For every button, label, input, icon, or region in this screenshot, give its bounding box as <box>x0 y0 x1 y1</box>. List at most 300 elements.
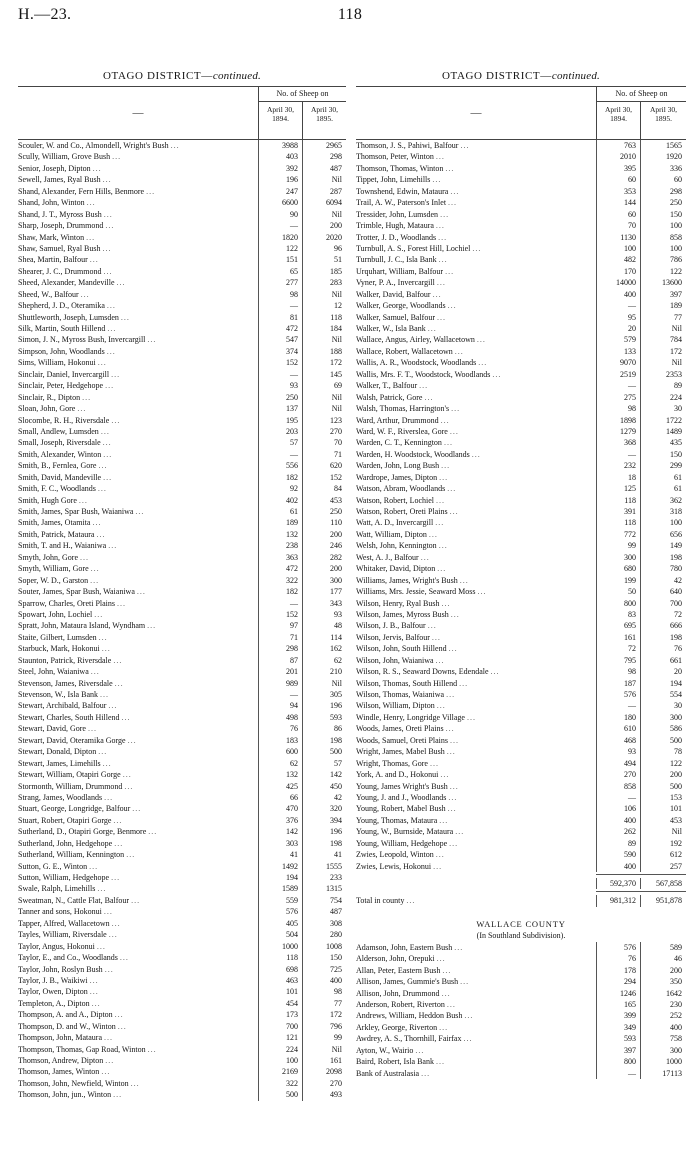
table-row <box>18 380 346 391</box>
sheep-1894: 92 <box>258 483 302 494</box>
owner-name: Stewart, William, Otapiri Gorge ... <box>18 770 132 780</box>
sheep-1895: 196 <box>302 700 346 711</box>
owner-name: Sheed, W., Balfour ... <box>18 289 90 299</box>
sheep-1894: 576 <box>596 942 640 953</box>
table-row <box>356 460 686 471</box>
table-row <box>356 277 686 288</box>
table-row <box>356 655 686 666</box>
table-row <box>18 655 346 666</box>
sheep-1895: 270 <box>302 426 346 437</box>
table-row <box>18 895 346 906</box>
owner-name: Awdrey, A. S., Thornhill, Fairfax ... <box>356 1034 473 1044</box>
owner-name: Shuttleworth, Joseph, Lumsden ... <box>18 312 130 322</box>
sheep-1894: 121 <box>258 1032 302 1043</box>
sheep-1895: 343 <box>302 598 346 609</box>
owner-name: Stewart, David, Oteramika Gorge ... <box>18 735 137 745</box>
sheep-1894: 400 <box>596 289 640 300</box>
table-row <box>356 380 686 391</box>
table-row <box>356 598 686 609</box>
sheep-1894: 2169 <box>258 1066 302 1077</box>
table-row <box>18 746 346 757</box>
sheep-1894: 152 <box>258 357 302 368</box>
sheep-1894: — <box>258 689 302 700</box>
sheep-1894: 303 <box>258 838 302 849</box>
sheep-1894: 99 <box>596 540 640 551</box>
table-row <box>356 1068 686 1079</box>
owner-name: Young, J. and J., Woodlands ... <box>356 792 458 802</box>
sheep-1895: 93 <box>302 609 346 620</box>
sheep-1895: 754 <box>302 895 346 906</box>
owner-name: Wilson, Henry, Ryal Bush ... <box>356 598 451 608</box>
table-row <box>18 609 346 620</box>
sheep-1895: 72 <box>640 609 686 620</box>
owner-name: Sinclair, Peter, Hedgehope ... <box>18 381 115 391</box>
table-row <box>18 598 346 609</box>
owner-name: Thomson, John, jun., Winton ... <box>18 1090 123 1100</box>
sheep-count-header: No. of Sheep on <box>258 87 346 102</box>
sheep-1895: 554 <box>640 689 686 700</box>
owner-name: Shand, John, Winton ... <box>18 198 96 208</box>
sheep-1894: 250 <box>258 392 302 403</box>
owner-name: Shand, J. T., Myross Bush ... <box>18 209 113 219</box>
owner-name: Wilson, R. S., Seaward Downs, Edendale ... <box>356 667 500 677</box>
sheep-1895: 122 <box>640 266 686 277</box>
sheep-1895: 589 <box>640 942 686 953</box>
sheep-1895: 1920 <box>640 151 686 162</box>
owner-name: Warden, C. T., Kennington ... <box>356 438 453 448</box>
sheep-1894: — <box>258 598 302 609</box>
table-row <box>18 426 346 437</box>
sheep-1894: 322 <box>258 1078 302 1089</box>
sheep-1894: — <box>258 369 302 380</box>
sheep-1894: 1279 <box>596 426 640 437</box>
table-row <box>356 999 686 1010</box>
sheep-1895: 1722 <box>640 415 686 426</box>
table-row <box>18 449 346 460</box>
owner-name: Wilson, James, Myross Bush ... <box>356 609 460 619</box>
owner-name: Wallace, Robert, Wallacetown ... <box>356 346 464 356</box>
owner-name: Small, Andlew, Lumsden ... <box>18 426 110 436</box>
sheep-1894: 106 <box>596 803 640 814</box>
owner-name: Thompson, Thomas, Gap Road, Winton ... <box>18 1044 157 1054</box>
owner-name: Templeton, A., Dipton ... <box>18 998 101 1008</box>
owner-name: Williams, James, Wright's Bush ... <box>356 575 469 585</box>
sheep-1894: 468 <box>596 735 640 746</box>
owner-name: Walsh, Thomas, Harrington's ... <box>356 404 461 414</box>
table-header <box>356 86 686 140</box>
table-row <box>18 758 346 769</box>
sheep-1895: 233 <box>302 872 346 883</box>
sheep-1894: 498 <box>258 712 302 723</box>
sheep-1894: 700 <box>258 1021 302 1032</box>
sheep-1894: 118 <box>596 517 640 528</box>
sheep-1894: 178 <box>596 965 640 976</box>
left-column <box>18 70 346 1101</box>
table-row <box>18 163 346 174</box>
table-row <box>18 723 346 734</box>
table-row <box>18 140 346 151</box>
sheep-1895: 172 <box>640 346 686 357</box>
owner-name: Sinclair, R., Dipton ... <box>18 392 92 402</box>
sheep-1894: 592,370 <box>596 878 640 889</box>
table-row <box>356 826 686 837</box>
owner-name: Tressider, John, Lumsden ... <box>356 209 450 219</box>
column-1894-header: April 30, 1894. <box>258 102 302 139</box>
table-row <box>18 495 346 506</box>
sheep-1895: 198 <box>640 552 686 563</box>
owner-name: Silk, Martin, South Hillend ... <box>18 324 117 333</box>
sheep-1895: 100 <box>640 517 686 528</box>
sheep-1894: 391 <box>596 506 640 517</box>
table-row <box>356 689 686 700</box>
sheep-1894: 400 <box>596 861 640 872</box>
rule-line <box>356 872 686 878</box>
table-row <box>356 965 686 976</box>
owner-name: Sims, William, Hokonui ... <box>18 358 107 368</box>
owner-name: Stuart, Robert, Otapiri Gorge ... <box>18 815 123 825</box>
table-row <box>356 769 686 780</box>
table-row <box>356 357 686 368</box>
sheep-1895: 298 <box>640 186 686 197</box>
sheep-1894: — <box>596 1068 640 1079</box>
table-row <box>18 849 346 860</box>
sheep-1895: 320 <box>302 803 346 814</box>
owner-name: Thomson, Peter, Winton ... <box>356 152 445 162</box>
table-row <box>356 243 686 254</box>
sheep-1894: 763 <box>596 140 640 151</box>
owner-name: Sheed, Alexander, Mandeville ... <box>18 278 126 288</box>
owner-name: Spratt, John, Mataura Island, Wyndham ... <box>18 621 157 631</box>
sheep-1894: 89 <box>596 838 640 849</box>
sheep-1894: 93 <box>596 746 640 757</box>
sheep-1895: 666 <box>640 620 686 631</box>
owner-name: Scouler, W. and Co., Almondell, Wright's Bush ... <box>18 141 180 150</box>
owner-name: York, A. and D., Hokonui ... <box>356 770 450 780</box>
owner-name: Woods, James, Oreti Plains ... <box>356 724 455 734</box>
sheep-1895: 500 <box>640 781 686 792</box>
owner-name: Wilson, J. B., Balfour ... <box>356 621 437 631</box>
table-row <box>18 1066 346 1077</box>
owner-name: Walker, David, Balfour ... <box>356 289 442 299</box>
table-row <box>18 460 346 471</box>
sheep-1895: 42 <box>302 792 346 803</box>
table-row <box>18 792 346 803</box>
owner-name: Shand, Alexander, Fern Hills, Benmore ... <box>18 186 156 196</box>
table-row <box>18 563 346 574</box>
sheep-1895: 435 <box>640 437 686 448</box>
table-row <box>18 838 346 849</box>
sheep-1895: 12 <box>302 300 346 311</box>
sheep-1894: 800 <box>596 598 640 609</box>
owner-name: Thompson, D. and W., Winton ... <box>18 1021 127 1031</box>
owner-name: Wright, Thomas, Gore ... <box>356 758 439 768</box>
sheep-1895: 250 <box>640 197 686 208</box>
sheep-1895: 123 <box>302 415 346 426</box>
table-row <box>18 1089 346 1100</box>
table-row <box>18 826 346 837</box>
name-column-header: — <box>132 107 144 119</box>
sheep-1894: 183 <box>258 735 302 746</box>
sheep-1894: 395 <box>596 163 640 174</box>
sheep-1895: 210 <box>302 666 346 677</box>
sheep-1895: 298 <box>302 151 346 162</box>
page-header <box>18 6 682 26</box>
owner-name: Thomson, Andrew, Dipton ... <box>18 1056 115 1065</box>
owner-name: Smyth, William, Gore ... <box>18 564 100 574</box>
sheep-1894: 161 <box>596 632 640 643</box>
owner-name: Woods, Samuel, Oreti Plains ... <box>356 735 460 745</box>
page-number: 118 <box>337 6 363 23</box>
sheep-1894: 118 <box>258 952 302 963</box>
sheep-1894: 95 <box>596 312 640 323</box>
owner-name: Sweatman, N., Cattle Flat, Balfour ... <box>18 895 141 905</box>
table-row <box>18 552 346 563</box>
sheep-1894: 194 <box>258 872 302 883</box>
sheep-1895: 77 <box>302 998 346 1009</box>
table-row <box>18 369 346 380</box>
sheep-1894: 152 <box>258 609 302 620</box>
sheep-1894: 71 <box>258 632 302 643</box>
sheep-1894: 294 <box>596 976 640 987</box>
owner-name: Thompson, A. and A., Dipton ... <box>18 1010 124 1020</box>
owner-name: Welsh, John, Kennington ... <box>356 541 448 551</box>
owner-name: Baird, Robert, Isla Bank ... <box>356 1057 445 1067</box>
sheep-1894: 98 <box>596 403 640 414</box>
sheep-1894: 322 <box>258 575 302 586</box>
table-row <box>18 643 346 654</box>
district-heading: OTAGO DISTRICT—continued. <box>102 70 261 82</box>
sheep-1895: 30 <box>640 403 686 414</box>
sheep-1894: 18 <box>596 472 640 483</box>
sheep-1894: 1589 <box>258 883 302 894</box>
sheep-1894: 482 <box>596 254 640 265</box>
sheep-1895: 200 <box>302 220 346 231</box>
owner-name: Thomson, J. S., Pahiwi, Balfour ... <box>356 141 470 150</box>
table-row <box>18 883 346 894</box>
owner-name: Watson, Abram, Woodlands ... <box>356 484 457 494</box>
owner-name: Soper, W. D., Garston ... <box>18 575 100 585</box>
sheep-1895: 287 <box>302 186 346 197</box>
sheep-1894: 203 <box>258 426 302 437</box>
table-row <box>18 266 346 277</box>
table-row <box>356 392 686 403</box>
owner-name: Steel, John, Waianiwa ... <box>18 667 100 677</box>
sheep-1895: 42 <box>640 575 686 586</box>
sheep-1895: 282 <box>302 552 346 563</box>
table-row <box>356 746 686 757</box>
sheep-1894: 57 <box>258 437 302 448</box>
owner-name: Smyth, John, Gore ... <box>18 552 89 562</box>
sheep-1895: 142 <box>302 769 346 780</box>
sheep-1895: 780 <box>640 563 686 574</box>
sheep-1894: 90 <box>258 209 302 220</box>
sheep-1895: 198 <box>302 838 346 849</box>
owner-name: Vyner, P. A., Invercargill ... <box>356 278 446 288</box>
owner-name: Thompson, John, Mataura ... <box>18 1033 113 1043</box>
sheep-1894: 201 <box>258 666 302 677</box>
sheep-1895: 51 <box>302 254 346 265</box>
owner-name: Zwies, Lewis, Hokonui ... <box>356 861 443 871</box>
sheep-1894: 6600 <box>258 197 302 208</box>
table-row <box>356 254 686 265</box>
sheep-1894: 93 <box>258 380 302 391</box>
sheep-1894: 300 <box>596 552 640 563</box>
owner-name: Smith, David, Mandeville ... <box>18 472 113 482</box>
table-row <box>18 929 346 940</box>
table-row <box>356 678 686 689</box>
owner-name: Souter, James, Spar Bush, Waianiwa ... <box>18 587 146 597</box>
sheep-1895: 758 <box>640 1033 686 1044</box>
sheep-1894: 173 <box>258 1009 302 1020</box>
table-row <box>356 312 686 323</box>
sheep-1895: 192 <box>640 838 686 849</box>
sheep-1894: 262 <box>596 826 640 837</box>
sheep-1895: 2098 <box>302 1066 346 1077</box>
table-row <box>18 540 346 551</box>
sheep-1894: 579 <box>596 334 640 345</box>
sheep-1894: 151 <box>258 254 302 265</box>
county-subheading: (In Southland Subdivision). <box>476 931 566 941</box>
sheep-1895: 250 <box>302 506 346 517</box>
table-header <box>18 86 346 140</box>
sheep-table-body <box>356 140 686 1079</box>
owner-name: Spowart, John, Lochiel ... <box>18 609 104 619</box>
owner-name: Walker, Samuel, Balfour ... <box>356 312 447 322</box>
sheep-1894: 132 <box>258 769 302 780</box>
table-row <box>18 323 346 334</box>
sheep-1894: 180 <box>596 712 640 723</box>
owner-name: Walsh, Patrick, Gore ... <box>356 392 434 402</box>
sheep-1895: 185 <box>302 266 346 277</box>
sheep-1895: 122 <box>640 758 686 769</box>
sheep-1895: 118 <box>302 312 346 323</box>
owner-name: Warden, H. Woodstock, Woodlands ... <box>356 449 481 459</box>
sheep-1895: 57 <box>302 758 346 769</box>
sheep-1895: 145 <box>302 369 346 380</box>
owner-name: Taylor, J. B., Waikiwi ... <box>18 975 99 985</box>
sheep-1894: — <box>258 300 302 311</box>
sheep-1894: — <box>596 300 640 311</box>
table-row <box>356 289 686 300</box>
sheep-1894: 98 <box>258 289 302 300</box>
sheep-1895: 114 <box>302 632 346 643</box>
owner-name: Sutherland, D., Otapiri Gorge, Benmore ... <box>18 827 158 837</box>
sheep-1895: 796 <box>302 1021 346 1032</box>
sheep-1894: — <box>596 792 640 803</box>
sheep-1895: 61 <box>640 483 686 494</box>
sheep-1894: 403 <box>258 151 302 162</box>
owner-name: Smith, B., Fernlea, Gore ... <box>18 461 108 471</box>
sheep-1894: 576 <box>596 689 640 700</box>
owner-name: Walker, T., Balfour ... <box>356 381 429 391</box>
owner-name: Anderson, Robert, Riverton ... <box>356 999 456 1009</box>
sheep-1894: 81 <box>258 312 302 323</box>
sheep-1895: Nil <box>640 826 686 837</box>
sheep-1895: 200 <box>302 529 346 540</box>
table-row <box>356 209 686 220</box>
table-row <box>18 254 346 265</box>
table-row <box>18 220 346 231</box>
owner-name: Wright, James, Mabel Bush ... <box>356 747 456 757</box>
sheep-1894: 65 <box>258 266 302 277</box>
table-row <box>18 277 346 288</box>
sheep-1895: 224 <box>640 392 686 403</box>
sheep-1895: 100 <box>640 243 686 254</box>
sheep-1895: 453 <box>640 815 686 826</box>
table-row <box>18 986 346 997</box>
sheep-1895: 640 <box>640 586 686 597</box>
table-row <box>356 1056 686 1067</box>
sheep-1895: 1000 <box>640 1056 686 1067</box>
sheep-1895: 1008 <box>302 941 346 952</box>
sheep-1895: 593 <box>302 712 346 723</box>
table-row <box>18 769 346 780</box>
sheep-1895: 101 <box>640 803 686 814</box>
table-row <box>356 437 686 448</box>
sheep-1895: 230 <box>640 999 686 1010</box>
sheep-1894: 1898 <box>596 415 640 426</box>
owner-name: Sloan, John, Gore ... <box>18 404 87 414</box>
sheep-1894: — <box>596 449 640 460</box>
owner-name: Townshend, Edwin, Mataura ... <box>356 186 460 196</box>
owner-name: Sharp, Joseph, Drummond ... <box>18 221 115 231</box>
owner-name: Total in county ... <box>356 896 416 906</box>
sheep-1894: 795 <box>596 655 640 666</box>
table-row <box>356 803 686 814</box>
table-row <box>18 174 346 185</box>
table-row <box>18 334 346 345</box>
sheep-1895: 48 <box>302 620 346 631</box>
sheep-1895: 172 <box>302 1009 346 1020</box>
owner-name: Sutherland, John, Hedgehope ... <box>18 838 124 848</box>
sheep-1895: 71 <box>302 449 346 460</box>
table-row <box>356 563 686 574</box>
table-row <box>356 735 686 746</box>
table-row <box>18 700 346 711</box>
table-row <box>18 312 346 323</box>
sheep-1895: 194 <box>640 678 686 689</box>
sheep-1895: 1642 <box>640 988 686 999</box>
owner-name: Sutton, William, Hedgehope ... <box>18 873 121 882</box>
sheep-1894: 275 <box>596 392 640 403</box>
sheep-1895: 62 <box>302 655 346 666</box>
sheep-1895: Nil <box>302 209 346 220</box>
sheep-1895: Nil <box>302 1044 346 1055</box>
table-row <box>18 197 346 208</box>
owner-name: Taylor, Owen, Dipton ... <box>18 987 99 997</box>
sheep-1895: Nil <box>302 392 346 403</box>
table-row <box>356 163 686 174</box>
table-row <box>356 988 686 999</box>
sheep-1894: 100 <box>596 243 640 254</box>
sheep-1895: 17113 <box>640 1068 686 1079</box>
sheep-1894: 247 <box>258 186 302 197</box>
sheep-1895: 300 <box>302 575 346 586</box>
owner-name: Stewart, Charles, South Hillend ... <box>18 712 131 722</box>
sheep-1894: 494 <box>596 758 640 769</box>
owner-name: Young, Robert, Mabel Bush ... <box>356 804 457 814</box>
table-row <box>18 1044 346 1055</box>
sheep-1895: Nil <box>640 357 686 368</box>
owner-name: Wilson, Thomas, South Hillend ... <box>356 678 469 688</box>
sheep-1895: 487 <box>302 906 346 917</box>
sheep-1894: 125 <box>596 483 640 494</box>
table-row <box>356 953 686 964</box>
table-row <box>18 1021 346 1032</box>
owner-name: Allison, James, Gummie's Bush ... <box>356 977 470 987</box>
owner-name: Trotter, J. D., Woodlands ... <box>356 232 448 242</box>
table-row <box>18 517 346 528</box>
